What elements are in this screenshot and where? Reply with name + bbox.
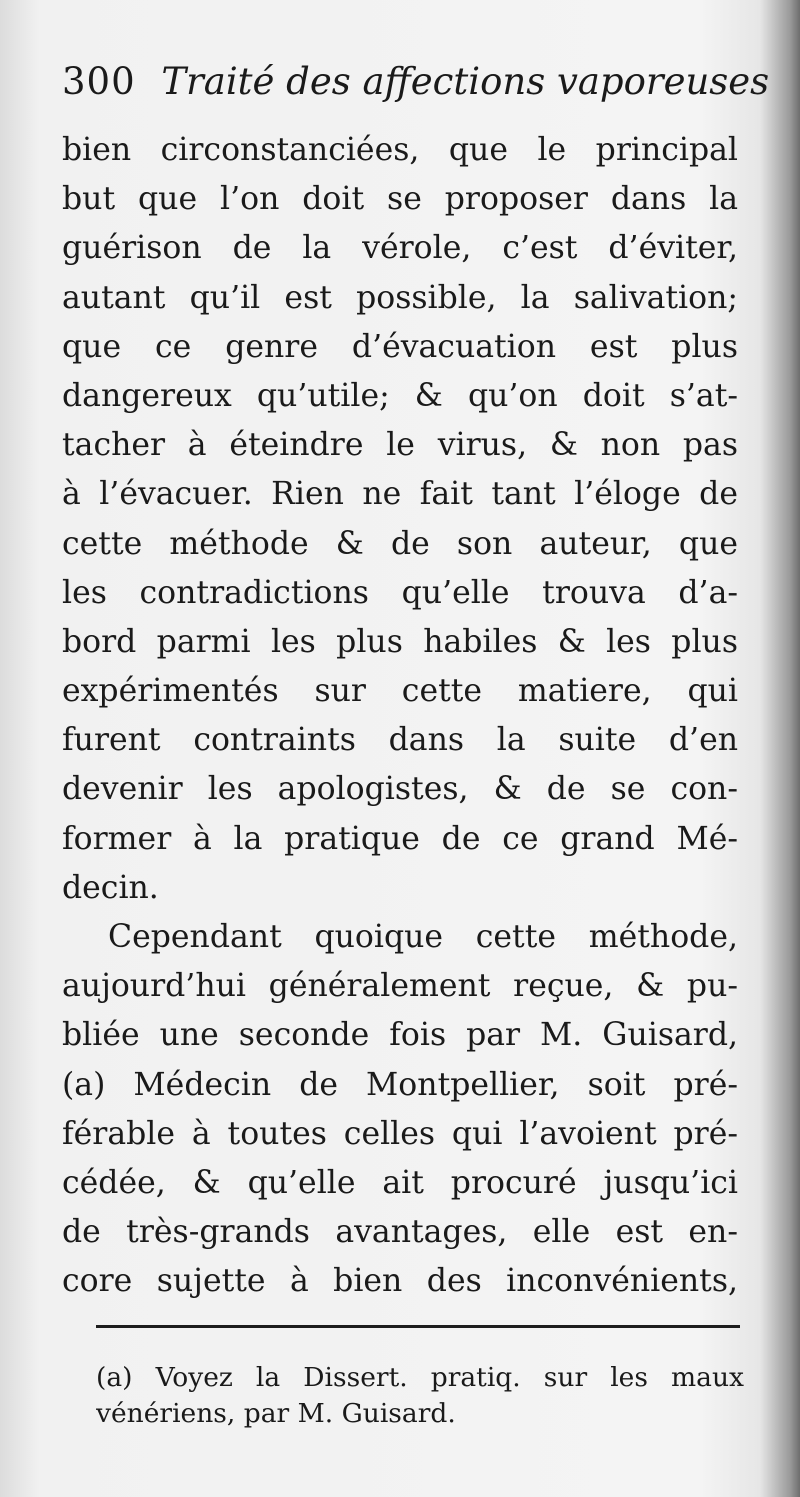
- text-line: (a) Médecin de Montpellier, soit pré-: [62, 1066, 738, 1103]
- text-line: but que l’on doit se proposer dans la: [62, 181, 738, 218]
- page-number: 300: [62, 60, 136, 103]
- text-line: autant qu’il est possible, la salivation;: [62, 279, 738, 316]
- text-line: de très-grands avantages, elle est en-: [62, 1214, 738, 1251]
- text-line: aujourd’hui généralement reçue, & pu-: [62, 968, 738, 1005]
- text-line: à l’évacuer. Rien ne fait tant l’éloge de: [62, 476, 738, 513]
- running-title: Traité des affections vaporeuses: [161, 60, 770, 103]
- text-line: guérison de la vérole, c’est d’éviter,: [62, 230, 738, 267]
- page-header: [62, 52, 770, 112]
- footnote: [96, 1360, 744, 1432]
- text-line: furent contraints dans la suite d’en: [62, 722, 738, 759]
- text-line: les contradictions qu’elle trouva d’a-: [62, 574, 738, 611]
- text-line-paragraph-start: Cependant quoique cette méthode,: [108, 919, 738, 955]
- text-line: former à la pratique de ce grand Mé-: [62, 820, 738, 857]
- text-line: que ce genre d’évacuation est plus: [62, 328, 738, 365]
- footnote-line: vénériens, par M. Guisard.: [96, 1398, 456, 1429]
- text-line: devenir les apologistes, & de se con-: [62, 771, 738, 808]
- text-line: bien circonstanciées, que le principal: [62, 132, 738, 168]
- text-line: decin.: [62, 869, 159, 906]
- text-line: bliée une seconde fois par M. Guisard,: [62, 1017, 738, 1054]
- text-line: bord parmi les plus habiles & les plus: [62, 623, 738, 660]
- text-line: dangereux qu’utile; & qu’on doit s’at-: [62, 377, 738, 414]
- text-line: cédée, & qu’elle ait procuré jusqu’ici: [62, 1164, 738, 1201]
- text-line: tacher à éteindre le virus, & non pas: [62, 427, 738, 464]
- text-line: cette méthode & de son auteur, que: [62, 525, 738, 562]
- footnote-divider: [96, 1325, 740, 1328]
- text-line: férable à toutes celles qui l’avoient pré-: [62, 1115, 738, 1152]
- body-text: [62, 126, 738, 1307]
- text-line: expérimentés sur cette matiere, qui: [62, 673, 738, 710]
- text-line: core sujette à bien des inconvénients,: [62, 1263, 738, 1300]
- footnote-line: (a) Voyez la Dissert. pratiq. sur les maux: [96, 1362, 744, 1393]
